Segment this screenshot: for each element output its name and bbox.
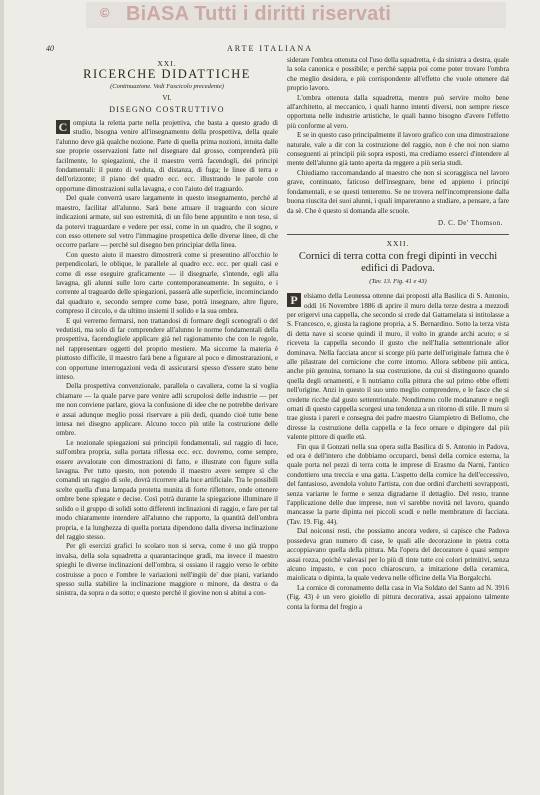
paragraph: siderare l'ombra ottenuta col l'uso della squadretta, è da sinistra a destra, quale la sola canonica e possibile; e perchè sappia poi come poter trovare l'ombra che meglio desidera, e più corrispondente all'effetto che vuole ottenere dal proprio lavoro. [287,56,509,93]
paragraph: Della prospettiva convenzionale, parallela o cavaliera, come la si voglia chiamare — la quale parve pare venire adli scrupolosi delle industrie — per me non conviene parlare, giova la confusione di idee che ne potrebbe derivare e assai adunque meglio possi riservare a più dedi, quando cioè tutte bene intesa nei disegno applicare. Alcuno tocco più utile la costruzione delle ombre. [56,382,278,438]
paragraph: Del quale converrà usare largamente in questo insegnamento, perché al maestro, facilitar all'alunno. Sarà bene attuare il traguardo con sicure indicazioni armate, sul suo estremità, di un filo bene appuntito e non teso, sì da potervi traguardare e vedere per essi, come in un quadro, che il sogno, e con esso ottenere sul vetro l'immagine prospettica delle diverse linee, di che occorre parlare — perchè sul disegno ben principiar della linea. [56,194,278,250]
paragraph: Chiudiamo raccomandando al maestro che non si scoraggisca nel lavoro grave, continuato, faticoso dell'insegnare, bene ed appieno i principi fondamentali, e se questi tenteremo. Se ne trovera nell'incomprensione dalla buona riuscita dei suoi alunni, i quali impareranno a studiare, a pensare, a fare da sè. Che è questo si domanda alle scuole. [287,168,509,215]
paragraph: Con questo aiuto il maestro dimostrerà come si presentino all'occhio le perpendicolari, le oblique, le parallele al quadro ecc. ecc. per quali casi e come di esse eseguire graficamente — il disegnarle, s'intende, egli alla lavagna, gli alunni sulle loro carte contemporaneamente. In seguito, e i corrente al traguardo delle spiegazioni, passerà alle superficie, incominciando dal quadrato e, secondo sempre come base, potrà insegnare, altre figure, compreso il circolo, e da ultimo insiemi il solido e la sua ombra. [56,250,278,316]
paragraph: La cornice di coronamento della casa in Via Soldato del Santo ad N. 3916 (Fig. 43) è un vero gioiello di pittura decorativa, assai appaiono talmente conta la forma del fregio a [287,583,509,611]
drop-cap: P [287,293,301,307]
article-title: RICERCHE DIDATTICHE [83,67,251,82]
page-number: 40 [46,44,54,53]
subsection-title: DISEGNO COSTRUTTIVO [109,104,225,114]
paragraph: Dal noiconsi resti, che possiamo ancora vedere, si capisce che Padova possedeva gran numero di case, le quali alle decorazione in pietra cotta accoppiavano quella della pittura. Ma l'opera del decoratore è quasi sempre assai rozza, poichè valevasi per lo più di tinte tutte coi colori primitivi, senza alcuno impasto, e con poco chiaroscuro, a imitazione della ceramica, maiolicata o dipinta, la quale vedeva nelle officine della Via Borgalcchi. [287,527,509,583]
page-edge [0,0,4,795]
paragraph: Le nozionale spiegazioni sui principii fondamentali, sul raggio di luce, sull'ombra propria, sulla portata riflessa ecc. ecc. dovremo, come sempre, essere avvalorate con dimostrazioni di fatto, e illustrate con figure sulla lavagna. Per tutto questo, non potendo il maestro avere sempre sì che comandi un raggio di sole, dovrà ricorrere alla luce artificiale. Tra le possibili scelte quella d'una lampada protetta munita di forte riflettore, onde ottenere ombre bene spiegate e decise. Così potrà durante la spiegazione illuminare il solido o il gruppo di solidi sotto differenti inclinazioni di raggio, e fare per tal modo chiaramente intendere all'alunno che rapporto, la quantità dell'ombra propria, e la lunghezza di quella portata dipendono dalla diversa inclinazione del raggio stesso. [56,438,278,541]
paragraph: P elsiamo della Leonessa ottenne dai proposti alla Basilica di S. Antonio, oddì 16 Novembre 1886 di aprire il muro della terze destra a mezzodì per erigervi una cappella, che secondo si crede dal Gattamelata si intitolasse a S. Francesco, e, giusta la ragione propria, a S. Bernardino. Sotto la terza vista di detta nave si scorse quindi il muro, il volto in grande archi acuto; e si riceveta la cappella secondo il gusto che nell'Italia settentrionale allor dominava. Nella facciata ancor si scorge più parte dell'originale fattura che è alle pilastrate del cornicione che corre intorno. Allora sebbene più antica, anche più genuina, tornano la sua costruzione, da cui si distinguono quando quella degli ornamenti, e li nutriamo colla pittura che sul primo ebbe effetti nell'origine. Anzi in questo il suo unto meglio comprendere, e le fasce che si credette ricche dal gusto settentrionale. Nondimeno colle modanature e negli ornati di questo cappella scorgesi una tendenza a un ritorno di stile. Il muro si trae giusta i pareri e consegna dei padre maestro Giampietro di Bellomo, che diresse la costruzione della cappella e la fece ornare e dipingere dal più valente pittore di quelle età. [287,292,509,442]
running-header: ARTE ITALIANA [227,44,313,53]
left-column [56,56,278,599]
section-number: XXI. [157,59,177,68]
article-subtitle: (Continuazione. Vedi Fascicolo precedente) [110,82,224,90]
article-title: Cornici di terra cotta con fregi dipinti in vecchi edifici di Padova. [298,250,498,275]
paragraph: E qui verremo fermarsi, non trattandosi di formare degli scenografi o del vedutisti, ma solo di far comprendere all'alunno le norme fondamentali della prospettiva, facendogliele applicare già nel ragionamento che con le regole, nel rappresentare oggetti del proprio mestiere. Ma siccome la materia è piuttosto difficile, il maestro farà bene a figurare al poco e dimostrarazioni, e con opportune interrogazioni veda di assicurarsi spesso d'essere stato bene inteso. [56,316,278,381]
author-signature: D. C. De' Thomson. [438,218,503,227]
paragraph: Per gli esercizi grafici lo scolaro non si serva, come è uso già troppo invalsa, della sola squadretta a quarantacinque gradi, ma invece il maestro spieghi le diverse inclinazioni dell'ombra, si ossiano il raggio verso le orbite costruisse a poco e l'ombre le variazioni nell'ingiù de' due piani, variando spesso sulla stabilire la inclinazione maggiore o minore, da destra o da sinistra, da sopra o da sotto; e questo perchè il giovine non si abitui a con- [56,542,278,598]
watermark-logo: © [100,5,110,20]
watermark-text: BiASA Tutti i diritti riservati [126,3,392,25]
paragraph: C ompiuta la reletta parte nella projettiva, che basta a questo grado di studio, bisogna venire all'insegnamento della prospettiva, della quale l'alunno deve già qualche nozione. Parte di quella prima nozioni, intuita dalle sue proprie osservazioni fatte nel disegnare dal grosso, comprenderà più facilmente, lo spiegazioni, che il maestro verrà facendogli, dei principi fondamentali: il punto di veduta, di distanza, di fuga; le linee di terra e dell'orizzonte; il piano del quadro ecc. ecc. illustrando le parole con opportune dimostrazioni sulla lavagna, e con l'aiuto del traguardo. [56,119,278,193]
paragraph: E se in questo caso principalmente il lavoro grafico con una dimostrazione naturale, vale a dir con la costruzione del raggio, non è che noi non siamo conseguenti ai principii più sopra esposti, ma crediamo esserci d'intendere al mente dell'alunno già tanto aperta da reggere a più seria studi. [287,131,509,168]
article-subtitle: (Tav. 13. Fig. 41 e 43) [369,277,427,285]
section-number: XXII. [386,239,410,249]
paragraph: Fin qua il Gonzati nella sua opera sulla Basilica di S. Antonio in Padova, ed ora è dell'intero che dobbiamo occuparci, bensì della cornice esterna, la quale porta nel pezzi di terra cotta le imprese di Erasmo da Narni, l'antico condottiero una treccia e una gatta. L'aspetto della cornice ha dell'eccessivo, del fantasioso, avendola voluto l'artista, con due ordini d'archetti sovrapposti, senza variarne le forme e senza digradarne il dettaglio. Del resto, tranne l'applicazione delle due imprese, non vi sarebbe novità nel lavoro, quando mancasse la parte dipinta nei piccoli scudi e nelle membrature di facciata. (Tav. 19. Fig. 44). [287,442,509,526]
drop-cap: C [56,120,70,134]
right-column [287,56,509,612]
subsection-number: VI. [162,94,172,103]
paragraph: L'ombra ottenuta dalla squadretta, mentre può servire molto bene all'architetto, al meccanico, i quali hanno intenti diversi, non sempre riesce opportuna nelle industrie artistiche, le quali hanno bisogno d'avere l'effetto più conforme al vero. [287,93,509,130]
section-divider [287,234,509,235]
